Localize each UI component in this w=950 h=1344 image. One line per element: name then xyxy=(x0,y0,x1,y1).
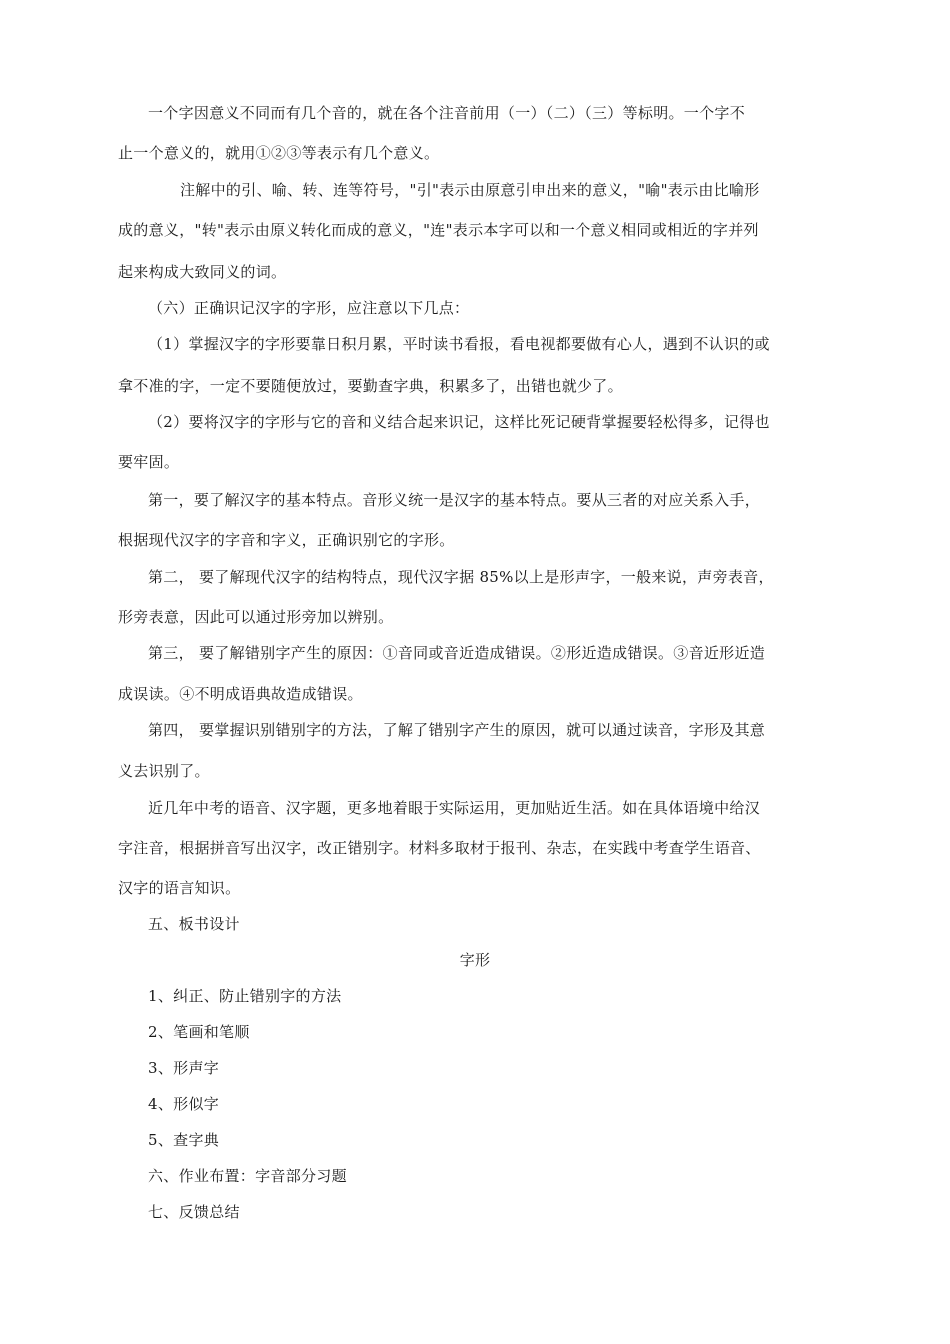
section-heading: 六、作业布置：字音部分习题 xyxy=(148,1167,347,1185)
paragraph-line: （1）掌握汉字的字形要靠日积月累，平时读书看报，看电视都要做有心人，遇到不认识的或 xyxy=(148,335,770,353)
paragraph-line: 义去识别了。 xyxy=(118,762,210,780)
section-heading: （六）正确识记汉字的字形，应注意以下几点： xyxy=(148,299,470,317)
paragraph-line: 要牢固。 xyxy=(118,453,180,471)
section-heading: 七、反馈总结 xyxy=(148,1203,240,1221)
paragraph-line: 起来构成大致同义的词。 xyxy=(118,263,287,281)
paragraph-line: 拿不准的字，一定不要随便放过，要勤查字典，积累多了，出错也就少了。 xyxy=(118,377,623,395)
paragraph-line: 第二， 要了解现代汉字的结构特点，现代汉字据 85%以上是形声字，一般来说，声旁表音， xyxy=(148,568,774,586)
paragraph-line: 注解中的引、喻、转、连等符号，"引"表示由原意引申出来的意义，"喻"表示由比喻形 xyxy=(180,181,760,199)
list-item: 4、形似字 xyxy=(148,1095,220,1113)
paragraph-line: 第四， 要掌握识别错别字的方法，了解了错别字产生的原因，就可以通过读音，字形及其意 xyxy=(148,721,766,739)
list-item: 3、形声字 xyxy=(148,1059,220,1077)
section-heading: 五、板书设计 xyxy=(148,915,240,933)
paragraph-line: 止一个意义的，就用①②③等表示有几个意义。 xyxy=(118,144,440,162)
paragraph-line: 一个字因意义不同而有几个音的，就在各个注音前用（一）（二）（三）等标明。一个字不 xyxy=(148,104,746,122)
paragraph-line: 第一，要了解汉字的基本特点。音形义统一是汉字的基本特点。要从三者的对应关系入手， xyxy=(148,491,761,509)
paragraph-line: 根据现代汉字的字音和字义，正确识别它的字形。 xyxy=(118,531,455,549)
list-item: 5、查字典 xyxy=(148,1131,220,1149)
paragraph-line: 近几年中考的语音、汉字题，更多地着眼于实际运用，更加贴近生活。如在具体语境中给汉 xyxy=(148,799,761,817)
paragraph-line: 形旁表意，因此可以通过形旁加以辨别。 xyxy=(118,608,394,626)
paragraph-line: 第三， 要了解错别字产生的原因：①音同或音近造成错误。②形近造成错误。③音近形近造 xyxy=(148,644,766,662)
board-title: 字形 xyxy=(459,951,491,969)
paragraph-line: （2）要将汉字的字形与它的音和义结合起来识记，这样比死记硬背掌握要轻松得多，记得也 xyxy=(148,413,770,431)
list-item: 1、纠正、防止错别字的方法 xyxy=(148,987,342,1005)
paragraph-line: 成的意义，"转"表示由原义转化而成的意义，"连"表示本字可以和一个意义相同或相近的字并列 xyxy=(118,221,759,239)
paragraph-line: 汉字的语言知识。 xyxy=(118,879,241,897)
list-item: 2、笔画和笔顺 xyxy=(148,1023,250,1041)
paragraph-line: 字注音，根据拼音写出汉字，改正错别字。材料多取材于报刊、杂志，在实践中考查学生语音、 xyxy=(118,839,761,857)
paragraph-line: 成误读。④不明成语典故造成错误。 xyxy=(118,685,363,703)
